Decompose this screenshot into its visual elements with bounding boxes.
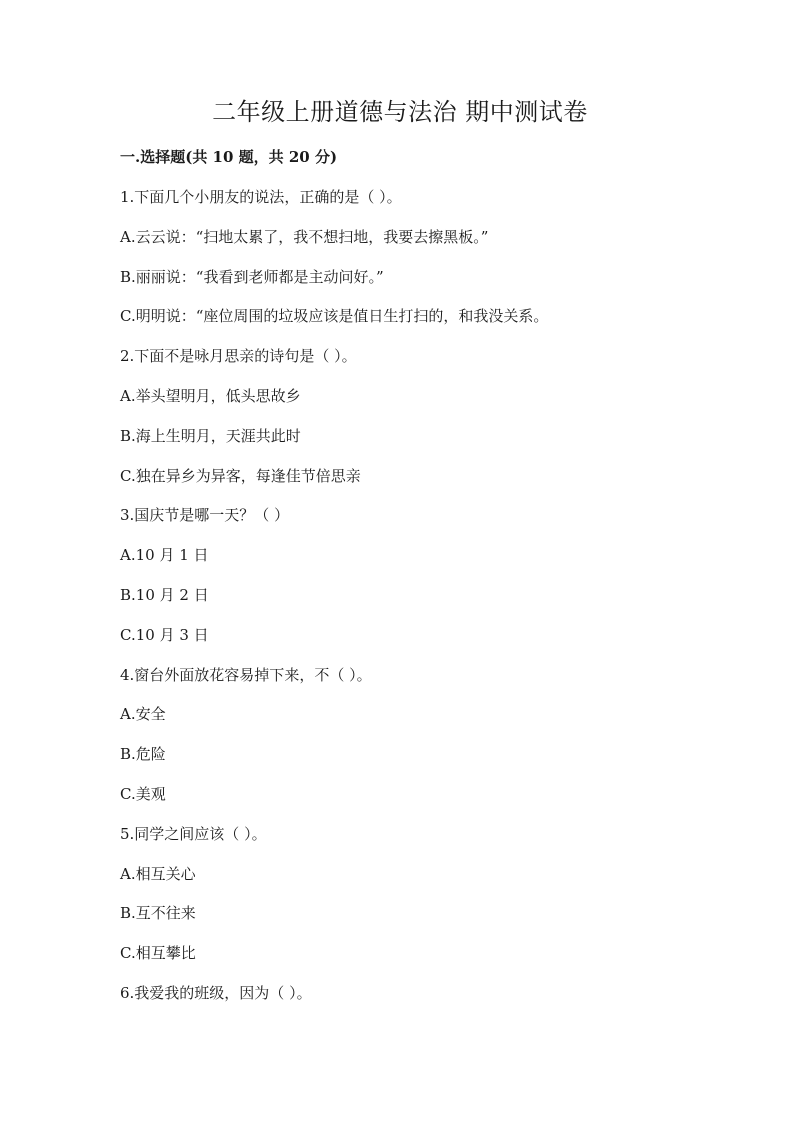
question-5-option-a: A.相互关心	[120, 864, 196, 883]
question-2-option-b: B.海上生明月，天涯共此时	[120, 426, 301, 445]
question-1-option-c: C.明明说：“座位周围的垃圾应该是值日生打扫的，和我没关系。	[120, 307, 549, 326]
question-list	[120, 185, 760, 1021]
question-2-stem: 2.下面不是咏月思亲的诗句是（ ）。	[120, 347, 357, 366]
question-3-option-a: A.10 月 1 日	[120, 546, 209, 565]
question-4-option-b: B.危险	[120, 745, 166, 764]
question-5-option-c: C.相互攀比	[120, 944, 196, 963]
question-3-option-c: C.10 月 3 日	[120, 625, 209, 644]
question-4-stem: 4.窗台外面放花容易掉下来，不（ ）。	[120, 665, 372, 684]
section-heading: 一.选择题(共 10 题，共 20 分)	[120, 148, 338, 166]
question-1-stem: 1.下面几个小朋友的说法，正确的是（ ）。	[120, 188, 402, 206]
question-2-option-a: A.举头望明月，低头思故乡	[120, 386, 301, 405]
question-5-stem: 5.同学之间应该（ ）。	[120, 824, 267, 843]
question-1-option-b: B.丽丽说：“我看到老师都是主动问好。”	[120, 267, 384, 286]
question-4-option-c: C.美观	[120, 784, 166, 803]
page-title: 二年级上册道德与法治 期中测试卷	[212, 98, 588, 126]
question-2-option-c: C.独在异乡为异客，每逢佳节倍思亲	[120, 466, 361, 485]
question-4-option-a: A.安全	[120, 705, 166, 724]
question-3-stem: 3.国庆节是哪一天？（ ）	[120, 506, 290, 525]
question-5-option-b: B.互不往来	[120, 904, 196, 923]
question-6-stem: 6.我爱我的班级，因为（ ）。	[120, 983, 312, 1002]
question-3-option-b: B.10 月 2 日	[120, 585, 209, 604]
question-1-option-a: A.云云说：“扫地太累了，我不想扫地，我要去擦黑板。”	[120, 227, 489, 246]
